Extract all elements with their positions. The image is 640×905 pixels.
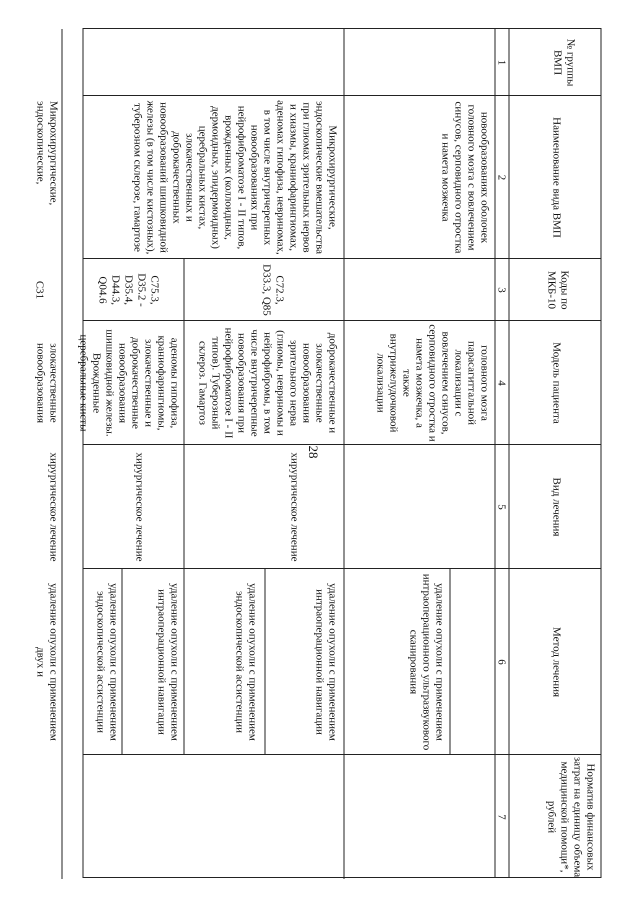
row-b-model-2: аденомы гипофиза, краниофарингиомы, злокачественные и доброкачественные новообразования шишковидной железы. Врожденные церебральные кисты xyxy=(77,329,181,437)
row-b-treatment-1: хирургическое лечение xyxy=(288,452,301,562)
index-7: 7 xyxy=(495,814,508,820)
index-4: 4 xyxy=(495,380,508,386)
row-b-method-2a: удаление опухоли с применением интраоперационной навигации xyxy=(155,583,181,741)
row-a-method-divider xyxy=(450,569,451,755)
index-2: 2 xyxy=(495,174,508,181)
index-1: 1 xyxy=(495,59,508,66)
row-b-model-1: доброкачественные и злокачественные новообразования зрительного нерва (глиомы, невриномы и нейрофибромы, в том числе внутричерепные новообразования при нейрофиброматозе I - II типов). Туберозный склероз. Гамартоз xyxy=(196,327,339,439)
row-a-method: удаление опухоли с применением интраоперационного ультразвукового сканирования xyxy=(407,573,446,751)
row-a-model: головного мозга парасагиттальной локализации с вовлечением синусов, серповидного отростка и намета мозжечка, а также внутрижелудочковой локализации xyxy=(374,324,491,442)
index-5: 5 xyxy=(495,504,508,510)
header-codes: Коды по МКБ-10 xyxy=(545,270,571,310)
row-b-codes-2: C75.3, D35.2 - D35.4, D44.3, Q04.6 xyxy=(96,273,161,307)
row-b-subrow-divider xyxy=(184,259,185,755)
row-b-method-divider-1 xyxy=(265,569,266,755)
row-c-model: злокачественные новообразования xyxy=(34,342,60,424)
header-method: Метод лечения xyxy=(550,626,563,698)
row-b-method-1b: удаление опухоли с применением эндоскопической ассистенции xyxy=(233,583,259,741)
row-c-codes: C31 xyxy=(33,280,46,300)
row-b-method-2b: удаление опухоли с применением эндоскопической ассистенции xyxy=(94,583,120,741)
index-6: 6 xyxy=(495,659,508,665)
row-a-bottom xyxy=(344,29,345,879)
index-3: 3 xyxy=(495,287,508,293)
header-treatment: Вид лечения xyxy=(550,477,563,537)
header-group: № группы ВМП xyxy=(551,38,577,87)
header-cost: Норматив финансовых затрат на единицу объема медицинской помощи*, рублей xyxy=(545,756,597,878)
row-c-name: Микрохирургические, эндоскопические, xyxy=(34,101,60,206)
row-b-name: Микрохирургические, эндоскопические вмешательства при глиомах зрительных нервов и хиазмы, краниофарингиомах, аденомах гипофиза, невриномах, в том числе внутричерепных новообразованиях при нейрофиброматозе I - II типов, врожденных (коллоидных, дермоидных, эпидермоидных) церебральных кистах, злокачественных и доброкачественных новообразований шишковидной железы (в том числе кистозных), туберозном склерозе, гамартозе xyxy=(131,100,339,255)
medical-table xyxy=(33,28,602,878)
row-b-treatment-2: хирургическое лечение xyxy=(133,452,146,562)
header-model: Модель пациента xyxy=(550,342,563,424)
row-b-method-divider-2 xyxy=(122,569,123,755)
row-b-bottom xyxy=(62,29,63,879)
row-b-method-1a: удаление опухоли с применением интраоперационной навигации xyxy=(313,583,339,741)
page-number: 28 xyxy=(306,445,321,459)
row-c-treatment: хирургическое лечение xyxy=(47,452,60,562)
header-name: Наименование вида ВМП xyxy=(550,117,563,238)
row-a-name: новообразованиях оболочек головного мозга с вовлечением синусов, серповидного отростка и намета мозжечка xyxy=(439,101,491,254)
row-c-method: удаление опухоли с применением двух и xyxy=(34,583,60,741)
row-b-codes-1: C72.3, D33.3, Q85 xyxy=(260,264,286,316)
